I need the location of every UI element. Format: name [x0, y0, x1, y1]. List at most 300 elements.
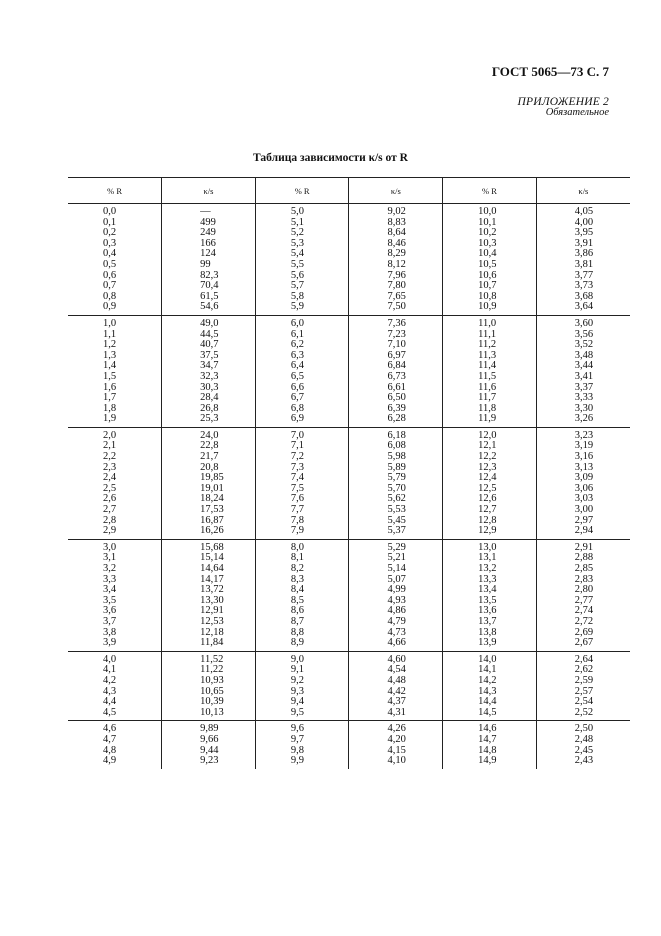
cell-ks: 3,91 [536, 239, 630, 250]
table-row [68, 651, 630, 665]
cell-r: 10,9 [443, 302, 537, 315]
cell-ks: 2,54 [536, 697, 630, 708]
table-row [68, 539, 630, 553]
table-row [68, 756, 630, 769]
cell-ks: 26,8 [162, 404, 256, 415]
cell-r: 10,3 [443, 239, 537, 250]
cell-r: 9,8 [255, 746, 349, 757]
cell-r: 4,7 [103, 733, 117, 745]
cell-r: 3,8 [103, 626, 117, 638]
cell-r: 0,4 [103, 248, 117, 260]
cell-ks: 6,61 [349, 383, 443, 394]
cell-r: 9,2 [255, 676, 349, 687]
cell-ks: 18,24 [162, 494, 256, 505]
cell-r: 13,7 [443, 617, 537, 628]
cell-ks: 4,10 [349, 756, 443, 769]
cell-r: 11,4 [443, 361, 537, 372]
cell-r: 12,2 [443, 452, 537, 463]
cell-r: 11,5 [443, 372, 537, 383]
cell-r: 12,4 [443, 473, 537, 484]
cell-ks: 4,73 [349, 628, 443, 639]
cell-r: 9,1 [255, 665, 349, 676]
cell-r: 13,9 [443, 638, 537, 651]
cell-ks: 5,21 [349, 553, 443, 564]
cell-r: 6,2 [255, 340, 349, 351]
cell-ks: 2,57 [536, 687, 630, 698]
table-row [68, 665, 630, 676]
cell-r: 1,8 [103, 402, 117, 414]
cell-r: 1,1 [103, 328, 117, 340]
cell-ks: 4,79 [349, 617, 443, 628]
cell-ks: 3,81 [536, 260, 630, 271]
cell-ks: 11,52 [162, 651, 256, 665]
cell-r: 1,2 [103, 339, 117, 351]
table-row [68, 204, 630, 218]
cell-ks: 4,05 [536, 204, 630, 218]
column-header-ks: κ/s [349, 178, 443, 204]
cell-r: 5,6 [255, 271, 349, 282]
cell-r: 5,5 [255, 260, 349, 271]
cell-ks: 3,68 [536, 292, 630, 303]
cell-ks: 3,64 [536, 302, 630, 315]
cell-r: 14,3 [443, 687, 537, 698]
cell-r: 12,9 [443, 526, 537, 539]
cell-r: 9,4 [255, 697, 349, 708]
cell-ks: 2,74 [536, 606, 630, 617]
cell-ks: 19,01 [162, 484, 256, 495]
cell-r: 7,4 [255, 473, 349, 484]
cell-ks: 49,0 [162, 315, 256, 329]
cell-ks: 12,53 [162, 617, 256, 628]
cell-ks: 7,65 [349, 292, 443, 303]
cell-ks: 4,26 [349, 721, 443, 735]
cell-ks: 3,03 [536, 494, 630, 505]
cell-ks: 3,13 [536, 463, 630, 474]
cell-r: 13,1 [443, 553, 537, 564]
cell-r: 2,7 [103, 504, 117, 516]
table-row [68, 708, 630, 721]
cell-ks: 6,73 [349, 372, 443, 383]
cell-ks: 3,56 [536, 330, 630, 341]
cell-r: 10,5 [443, 260, 537, 271]
cell-r: 8,9 [255, 638, 349, 651]
cell-ks: 3,41 [536, 372, 630, 383]
cell-r: 11,9 [443, 414, 537, 427]
cell-ks: 20,8 [162, 463, 256, 474]
table-row [68, 228, 630, 239]
cell-r: 14,2 [443, 676, 537, 687]
cell-ks: 12,18 [162, 628, 256, 639]
cell-r: 8,8 [255, 628, 349, 639]
cell-r: 3,0 [103, 541, 117, 553]
cell-r: 12,7 [443, 505, 537, 516]
cell-r: 4,8 [103, 744, 117, 756]
cell-r: 1,4 [103, 360, 117, 372]
cell-ks: 8,64 [349, 228, 443, 239]
cell-ks: 3,30 [536, 404, 630, 415]
cell-ks: 17,53 [162, 505, 256, 516]
cell-ks: 7,50 [349, 302, 443, 315]
cell-r: 4,2 [103, 674, 117, 686]
cell-ks: 10,93 [162, 676, 256, 687]
cell-ks: 5,98 [349, 452, 443, 463]
column-header-r: % R [255, 178, 349, 204]
cell-ks: 3,16 [536, 452, 630, 463]
cell-ks: 3,26 [536, 414, 630, 427]
cell-r: 7,2 [255, 452, 349, 463]
cell-ks: 9,23 [162, 756, 256, 769]
cell-r: 14,0 [443, 651, 537, 665]
table-row [68, 393, 630, 404]
cell-r: 1,5 [103, 370, 117, 382]
cell-r: 9,0 [255, 651, 349, 665]
cell-ks: 37,5 [162, 351, 256, 362]
cell-r: 14,1 [443, 665, 537, 676]
cell-ks: 4,99 [349, 585, 443, 596]
cell-r: 14,7 [443, 735, 537, 746]
cell-r: 0,3 [103, 237, 117, 249]
cell-r: 9,7 [255, 735, 349, 746]
cell-r: 13,6 [443, 606, 537, 617]
cell-ks: 34,7 [162, 361, 256, 372]
cell-ks: 3,48 [536, 351, 630, 362]
cell-r: 14,9 [443, 756, 537, 769]
cell-ks: 2,45 [536, 746, 630, 757]
table-row [68, 687, 630, 698]
table-row [68, 676, 630, 687]
cell-r: 13,3 [443, 575, 537, 586]
cell-r: 7,3 [255, 463, 349, 474]
cell-r: 7,7 [255, 505, 349, 516]
cell-r: 0,9 [68, 302, 162, 315]
table-row [68, 735, 630, 746]
cell-ks: 2,72 [536, 617, 630, 628]
cell-r: 1,7 [103, 392, 117, 404]
table-row [68, 260, 630, 271]
cell-r: 10,7 [443, 281, 537, 292]
cell-ks: — [162, 204, 256, 218]
table-row [68, 427, 630, 441]
cell-r: 13,8 [443, 628, 537, 639]
cell-ks: 3,95 [536, 228, 630, 239]
cell-ks: 499 [162, 218, 256, 229]
cell-r: 8,0 [255, 539, 349, 553]
cell-ks: 8,46 [349, 239, 443, 250]
cell-r: 2,0 [103, 429, 117, 441]
table-row [68, 484, 630, 495]
cell-r: 0,1 [103, 216, 117, 228]
cell-ks: 5,14 [349, 564, 443, 575]
table-row [68, 292, 630, 303]
table-row [68, 746, 630, 757]
column-header-r: % R [68, 178, 162, 204]
cell-ks: 15,68 [162, 539, 256, 553]
cell-ks: 5,89 [349, 463, 443, 474]
table-row [68, 494, 630, 505]
cell-r: 12,6 [443, 494, 537, 505]
cell-ks: 2,69 [536, 628, 630, 639]
table-row [68, 526, 630, 539]
cell-r: 3,3 [103, 573, 117, 585]
cell-r: 3,9 [68, 638, 162, 651]
cell-ks: 8,12 [349, 260, 443, 271]
cell-ks: 2,77 [536, 596, 630, 607]
cell-ks: 4,15 [349, 746, 443, 757]
cell-ks: 7,80 [349, 281, 443, 292]
cell-r: 1,9 [68, 414, 162, 427]
cell-ks: 82,3 [162, 271, 256, 282]
cell-r: 1,0 [103, 317, 117, 329]
cell-ks: 24,0 [162, 427, 256, 441]
cell-r: 13,2 [443, 564, 537, 575]
cell-r: 4,1 [103, 664, 117, 676]
table-row [68, 414, 630, 427]
cell-r: 8,5 [255, 596, 349, 607]
cell-ks: 3,09 [536, 473, 630, 484]
cell-ks: 9,44 [162, 746, 256, 757]
cell-ks: 2,64 [536, 651, 630, 665]
cell-r: 8,4 [255, 585, 349, 596]
cell-ks: 99 [162, 260, 256, 271]
cell-ks: 6,50 [349, 393, 443, 404]
cell-r: 6,8 [255, 404, 349, 415]
cell-r: 6,7 [255, 393, 349, 404]
table-row [68, 596, 630, 607]
cell-r: 0,6 [103, 269, 117, 281]
cell-ks: 22,8 [162, 441, 256, 452]
cell-ks: 2,62 [536, 665, 630, 676]
cell-ks: 3,77 [536, 271, 630, 282]
table-row [68, 441, 630, 452]
table-row [68, 628, 630, 639]
cell-ks: 4,20 [349, 735, 443, 746]
cell-ks: 2,94 [536, 526, 630, 539]
document-code: ГОСТ 5065—73 С. 7 [491, 64, 609, 79]
cell-ks: 16,87 [162, 516, 256, 527]
column-header-ks: κ/s [536, 178, 630, 204]
cell-r: 4,4 [103, 696, 117, 708]
cell-r: 0,0 [103, 206, 117, 217]
cell-ks: 10,39 [162, 697, 256, 708]
cell-r: 3,1 [103, 552, 117, 564]
cell-r: 2,5 [103, 482, 117, 494]
cell-ks: 9,02 [349, 204, 443, 218]
table-row [68, 351, 630, 362]
cell-ks: 5,79 [349, 473, 443, 484]
cell-ks: 8,83 [349, 218, 443, 229]
cell-r: 11,2 [443, 340, 537, 351]
cell-ks: 61,5 [162, 292, 256, 303]
cell-ks: 166 [162, 239, 256, 250]
table-row [68, 585, 630, 596]
cell-r: 3,7 [103, 615, 117, 627]
cell-ks: 4,42 [349, 687, 443, 698]
cell-ks: 3,23 [536, 427, 630, 441]
cell-r: 2,8 [103, 514, 117, 526]
cell-ks: 40,7 [162, 340, 256, 351]
cell-ks: 5,70 [349, 484, 443, 495]
table-header-row [68, 178, 630, 204]
cell-ks: 44,5 [162, 330, 256, 341]
table-row [68, 218, 630, 229]
cell-ks: 14,64 [162, 564, 256, 575]
cell-r: 7,8 [255, 516, 349, 527]
cell-r: 3,6 [103, 605, 117, 617]
cell-r: 13,4 [443, 585, 537, 596]
cell-r: 5,7 [255, 281, 349, 292]
table-body [68, 204, 630, 769]
cell-r: 9,9 [255, 756, 349, 769]
table-row [68, 315, 630, 329]
cell-r: 12,8 [443, 516, 537, 527]
cell-ks: 13,72 [162, 585, 256, 596]
table-row [68, 452, 630, 463]
cell-r: 6,5 [255, 372, 349, 383]
cell-r: 8,7 [255, 617, 349, 628]
cell-ks: 3,44 [536, 361, 630, 372]
cell-r: 0,5 [103, 258, 117, 270]
table-row [68, 340, 630, 351]
cell-r: 10,0 [443, 204, 537, 218]
cell-r: 2,4 [103, 472, 117, 484]
cell-r: 6,6 [255, 383, 349, 394]
cell-r: 11,0 [443, 315, 537, 329]
table-row [68, 505, 630, 516]
cell-ks: 2,88 [536, 553, 630, 564]
cell-r: 8,1 [255, 553, 349, 564]
cell-r: 11,3 [443, 351, 537, 362]
cell-ks: 10,65 [162, 687, 256, 698]
table-row [68, 271, 630, 282]
cell-r: 7,5 [255, 484, 349, 495]
cell-ks: 15,14 [162, 553, 256, 564]
cell-ks: 54,6 [162, 302, 256, 315]
cell-ks: 6,84 [349, 361, 443, 372]
cell-ks: 30,3 [162, 383, 256, 394]
cell-ks: 4,86 [349, 606, 443, 617]
cell-r: 8,2 [255, 564, 349, 575]
cell-ks: 7,23 [349, 330, 443, 341]
table-row [68, 638, 630, 651]
cell-r: 0,7 [103, 280, 117, 292]
cell-ks: 2,80 [536, 585, 630, 596]
table-row [68, 281, 630, 292]
cell-r: 0,8 [103, 290, 117, 302]
appendix-status: Обязательное [545, 107, 609, 118]
cell-ks: 3,60 [536, 315, 630, 329]
cell-r: 4,5 [68, 708, 162, 721]
cell-r: 4,9 [103, 755, 117, 767]
cell-r: 6,9 [255, 414, 349, 427]
cell-ks: 6,18 [349, 427, 443, 441]
cell-r: 12,5 [443, 484, 537, 495]
cell-r: 10,8 [443, 292, 537, 303]
cell-r: 10,6 [443, 271, 537, 282]
cell-ks: 11,22 [162, 665, 256, 676]
cell-ks: 9,89 [162, 721, 256, 735]
cell-ks: 249 [162, 228, 256, 239]
cell-r: 12,1 [443, 441, 537, 452]
table-row [68, 372, 630, 383]
cell-ks: 2,97 [536, 516, 630, 527]
cell-ks: 7,10 [349, 340, 443, 351]
cell-r: 7,6 [255, 494, 349, 505]
cell-ks: 8,29 [349, 249, 443, 260]
cell-ks: 4,31 [349, 708, 443, 721]
cell-ks: 3,00 [536, 505, 630, 516]
cell-ks: 32,3 [162, 372, 256, 383]
cell-ks: 4,37 [349, 697, 443, 708]
cell-ks: 2,85 [536, 564, 630, 575]
cell-r: 8,3 [255, 575, 349, 586]
cell-r: 14,5 [443, 708, 537, 721]
cell-ks: 9,66 [162, 735, 256, 746]
cell-r: 14,6 [443, 721, 537, 735]
cell-r: 0,2 [103, 227, 117, 239]
cell-r: 2,2 [103, 451, 117, 463]
cell-r: 10,2 [443, 228, 537, 239]
cell-ks: 25,3 [162, 414, 256, 427]
cell-ks: 16,26 [162, 526, 256, 539]
cell-r: 6,4 [255, 361, 349, 372]
cell-r: 1,3 [103, 349, 117, 361]
cell-ks: 4,48 [349, 676, 443, 687]
cell-r: 2,3 [103, 461, 117, 473]
table-row [68, 606, 630, 617]
cell-r: 5,8 [255, 292, 349, 303]
cell-ks: 5,53 [349, 505, 443, 516]
cell-r: 13,5 [443, 596, 537, 607]
cell-r: 2,6 [103, 493, 117, 505]
table-row [68, 553, 630, 564]
table-row [68, 249, 630, 260]
cell-ks: 13,30 [162, 596, 256, 607]
cell-r: 12,0 [443, 427, 537, 441]
cell-r: 7,1 [255, 441, 349, 452]
cell-ks: 3,37 [536, 383, 630, 394]
table-row [68, 473, 630, 484]
cell-r: 5,1 [255, 218, 349, 229]
reflectance-table [68, 177, 630, 769]
cell-ks: 5,29 [349, 539, 443, 553]
column-header-ks: κ/s [162, 178, 256, 204]
cell-r: 6,1 [255, 330, 349, 341]
cell-ks: 2,59 [536, 676, 630, 687]
cell-r: 12,3 [443, 463, 537, 474]
cell-r: 9,5 [255, 708, 349, 721]
cell-ks: 2,67 [536, 638, 630, 651]
cell-ks: 12,91 [162, 606, 256, 617]
table-title: Таблица зависимости κ/s от R [253, 152, 408, 164]
cell-ks: 6,39 [349, 404, 443, 415]
cell-ks: 11,84 [162, 638, 256, 651]
cell-r: 9,6 [255, 721, 349, 735]
cell-ks: 4,93 [349, 596, 443, 607]
table-row [68, 516, 630, 527]
cell-r: 3,2 [103, 563, 117, 574]
cell-ks: 2,43 [536, 756, 630, 769]
cell-ks: 3,33 [536, 393, 630, 404]
table-row [68, 383, 630, 394]
cell-r: 5,0 [255, 204, 349, 218]
cell-ks: 2,50 [536, 721, 630, 735]
cell-ks: 28,4 [162, 393, 256, 404]
cell-ks: 3,73 [536, 281, 630, 292]
cell-ks: 3,52 [536, 340, 630, 351]
cell-r: 1,6 [103, 381, 117, 393]
cell-ks: 6,97 [349, 351, 443, 362]
table-row [68, 302, 630, 315]
